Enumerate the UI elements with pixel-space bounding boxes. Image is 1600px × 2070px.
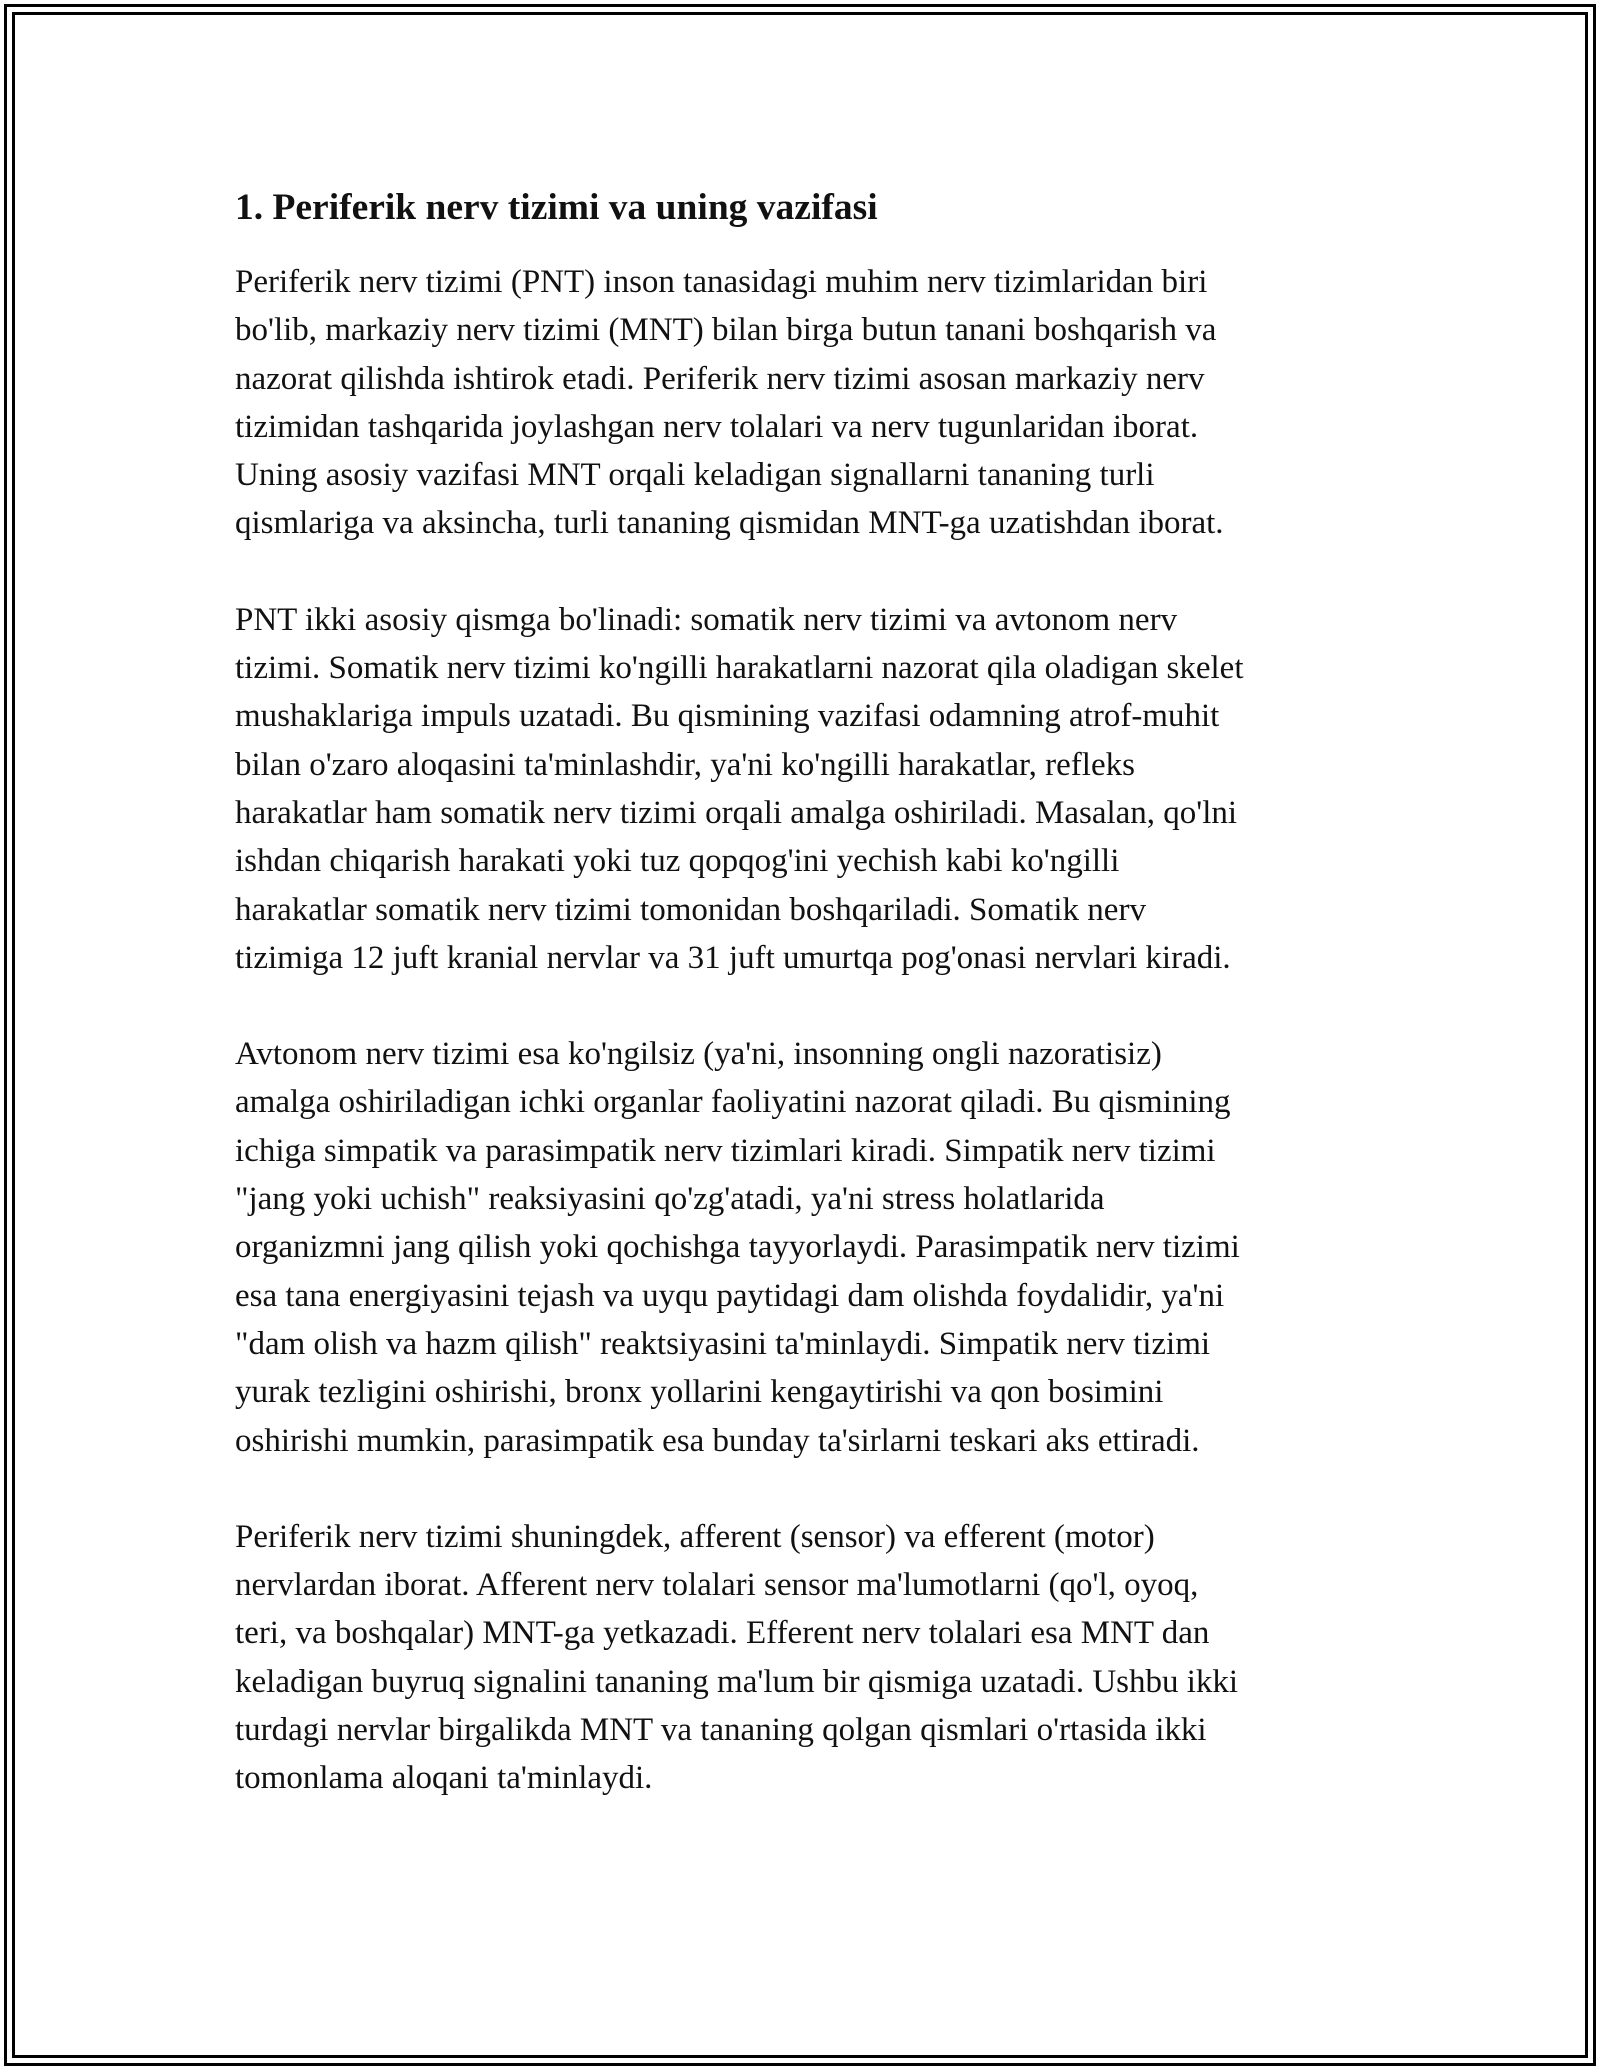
paragraph-line: organizmni jang qilish yoki qochishga tayyorlaydi. Parasimpatik nerv tizimi bbox=[235, 1229, 1240, 1266]
paragraph-line: tizimidan tashqarida joylashgan nerv tolalari va nerv tugunlaridan iborat. bbox=[235, 408, 1199, 445]
paragraph-intro bbox=[235, 258, 1370, 548]
paragraph-line: amalga oshiriladigan ichki organlar faoliyatini nazorat qiladi. Bu qismining bbox=[235, 1084, 1231, 1121]
paragraph-line: tomonlama aloqani ta'minlaydi. bbox=[235, 1760, 653, 1797]
paragraph-line: Avtonom nerv tizimi esa ko'ngilsiz (ya'ni, insonning ongli nazoratisiz) bbox=[235, 1036, 1162, 1073]
section-heading: 1. Periferik nerv tizimi va uning vazifasi bbox=[235, 187, 878, 228]
paragraph-line: ishdan chiqarish harakati yoki tuz qopqog'ini yechish kabi ko'ngilli bbox=[235, 843, 1120, 880]
paragraph-line: nervlardan iborat. Afferent nerv tolalari sensor ma'lumotlarni (qo'l, oyoq, bbox=[235, 1567, 1199, 1604]
document-body bbox=[235, 185, 1370, 1803]
paragraph-line: Uning asosiy vazifasi MNT orqali keladigan signallarni tananing turli bbox=[235, 457, 1155, 494]
paragraph-line: bilan o'zaro aloqasini ta'minlashdir, ya'ni ko'ngilli harakatlar, refleks bbox=[235, 746, 1135, 783]
paragraph-line: "dam olish va hazm qilish" reaktsiyasini ta'minlaydi. Simpatik nerv tizimi bbox=[235, 1325, 1211, 1362]
paragraph-line: keladigan buyruq signalini tananing ma'lum bir qismiga uzatadi. Ushbu ikki bbox=[235, 1663, 1239, 1700]
paragraph-somatic bbox=[235, 596, 1370, 982]
paragraph-line: harakatlar ham somatik nerv tizimi orqali amalga oshiriladi. Masalan, qo'lni bbox=[235, 794, 1238, 831]
paragraph-line: oshirishi mumkin, parasimpatik esa bunday ta'sirlarni teskari aks ettiradi. bbox=[235, 1422, 1200, 1459]
paragraph-line: qismlariga va aksincha, turli tananing qismidan MNT-ga uzatishdan iborat. bbox=[235, 505, 1224, 542]
paragraph-line: "jang yoki uchish" reaksiyasini qo'zg'atadi, ya'ni stress holatlarida bbox=[235, 1181, 1105, 1218]
paragraph-line: turdagi nervlar birgalikda MNT va tananing qolgan qismlari o'rtasida ikki bbox=[235, 1712, 1207, 1749]
paragraph-line: teri, va boshqalar) MNT-ga yetkazadi. Efferent nerv tolalari esa MNT dan bbox=[235, 1615, 1210, 1652]
paragraph-line: Periferik nerv tizimi shuningdek, afferent (sensor) va efferent (motor) bbox=[235, 1518, 1155, 1555]
paragraph-line: PNT ikki asosiy qismga bo'linadi: somatik nerv tizimi va avtonom nerv bbox=[235, 601, 1178, 638]
paragraph-line: tizimi. Somatik nerv tizimi ko'ngilli harakatlarni nazorat qila oladigan skelet bbox=[235, 650, 1244, 687]
paragraph-line: harakatlar somatik nerv tizimi tomonidan boshqariladi. Somatik nerv bbox=[235, 891, 1146, 928]
paragraph-line: nazorat qilishda ishtirok etadi. Periferik nerv tizimi asosan markaziy nerv bbox=[235, 360, 1205, 397]
paragraph-afferent-efferent bbox=[235, 1513, 1370, 1803]
paragraph-line: ichiga simpatik va parasimpatik nerv tizimlari kiradi. Simpatik nerv tizimi bbox=[235, 1132, 1216, 1169]
paragraph-line: mushaklariga impuls uzatadi. Bu qismining vazifasi odamning atrof-muhit bbox=[235, 698, 1220, 735]
paragraph-line: yurak tezligini oshirishi, bronx yollarini kengaytirishi va qon bosimini bbox=[235, 1374, 1164, 1411]
paragraph-line: bo'lib, markaziy nerv tizimi (MNT) bilan birga butun tanani boshqarish va bbox=[235, 312, 1217, 349]
paragraph-line: esa tana energiyasini tejash va uyqu paytidagi dam olishda foydalidir, ya'ni bbox=[235, 1277, 1225, 1314]
paragraph-line: Periferik nerv tizimi (PNT) inson tanasidagi muhim nerv tizimlaridan biri bbox=[235, 264, 1208, 300]
paragraph-autonomic bbox=[235, 1030, 1370, 1465]
paragraph-line: tizimiga 12 juft kranial nervlar va 31 juft umurtqa pog'onasi nervlari kiradi. bbox=[235, 939, 1231, 976]
